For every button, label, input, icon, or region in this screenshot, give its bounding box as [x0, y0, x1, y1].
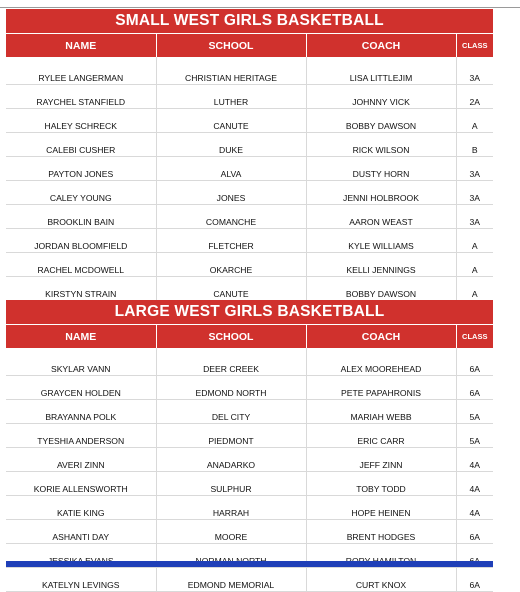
- cell-name: BRAYANNA POLK: [6, 400, 156, 424]
- cell-school: EDMOND MEMORIAL: [156, 568, 306, 592]
- table-row: [6, 181, 493, 205]
- header-coach: COACH: [306, 34, 456, 57]
- cell-name: KIRSTYN STRAIN: [6, 277, 156, 301]
- cell-class: 3A: [456, 57, 493, 85]
- cell-school: DEER CREEK: [156, 348, 306, 376]
- header-name: NAME: [6, 325, 156, 348]
- large-west-table: [6, 325, 493, 592]
- cell-class: 4A: [456, 472, 493, 496]
- header-name: NAME: [6, 34, 156, 57]
- large-header-row: [6, 325, 493, 348]
- cell-school: CANUTE: [156, 277, 306, 301]
- cell-school: CANUTE: [156, 109, 306, 133]
- cell-class: A: [456, 229, 493, 253]
- cell-coach: PETE PAPAHRONIS: [306, 376, 456, 400]
- cell-school: ANADARKO: [156, 448, 306, 472]
- cell-coach: DUSTY HORN: [306, 157, 456, 181]
- cell-school: JONES: [156, 181, 306, 205]
- cell-name: PAYTON JONES: [6, 157, 156, 181]
- cell-class: 5A: [456, 400, 493, 424]
- cell-class: 3A: [456, 157, 493, 181]
- small-west-title: SMALL WEST GIRLS BASKETBALL: [6, 9, 493, 34]
- large-west-title: LARGE WEST GIRLS BASKETBALL: [6, 300, 493, 325]
- table-row: [6, 57, 493, 85]
- cell-coach: LISA LITTLEJIM: [306, 57, 456, 85]
- cell-class: A: [471, 289, 478, 299]
- cell-coach: BOBBY DAWSON: [306, 277, 456, 301]
- cell-class: B: [456, 133, 493, 157]
- table-row: [6, 400, 493, 424]
- cell-school: LUTHER: [156, 85, 306, 109]
- cell-coach: ALEX MOOREHEAD: [306, 348, 456, 376]
- cell-class: 6A: [456, 568, 493, 592]
- roster-sheet: [6, 9, 493, 592]
- small-header-row: [6, 34, 493, 57]
- header-school: SCHOOL: [156, 325, 306, 348]
- cell-class: 6A: [456, 348, 493, 376]
- table-row: [6, 205, 493, 229]
- table-row: [6, 109, 493, 133]
- table-row: [6, 424, 493, 448]
- cell-class: 6A: [456, 376, 493, 400]
- cell-name: TYESHIA ANDERSON: [6, 424, 156, 448]
- table-row: [6, 496, 493, 520]
- small-west-table: [6, 34, 493, 300]
- header-coach: COACH: [306, 325, 456, 348]
- cell-school: MOORE: [156, 520, 306, 544]
- table-row: [6, 85, 493, 109]
- bottom-color-bar: [6, 561, 493, 567]
- cell-coach: ERIC CARR: [306, 424, 456, 448]
- table-row: [6, 376, 493, 400]
- cell-school: CHRISTIAN HERITAGE: [156, 57, 306, 85]
- cell-coach: TOBY TODD: [306, 472, 456, 496]
- cell-school: OKARCHE: [156, 253, 306, 277]
- table-row: [6, 472, 493, 496]
- cell-coach: JOHNNY VICK: [306, 85, 456, 109]
- small-west-rows: [6, 57, 493, 300]
- cell-coach: AARON WEAST: [306, 205, 456, 229]
- table-row: [6, 229, 493, 253]
- cell-name: SKYLAR VANN: [6, 348, 156, 376]
- cell-name: AVERI ZINN: [6, 448, 156, 472]
- cell-class: 6A: [456, 520, 493, 544]
- cell-class: A: [456, 253, 493, 277]
- cell-school: SULPHUR: [156, 472, 306, 496]
- cell-coach: JENNI HOLBROOK: [306, 181, 456, 205]
- cell-name: HALEY SCHRECK: [6, 109, 156, 133]
- table-row: [6, 568, 493, 592]
- cell-name: RAYCHEL STANFIELD: [6, 85, 156, 109]
- cell-coach: RICK WILSON: [306, 133, 456, 157]
- header-class: CLASS: [456, 34, 493, 57]
- cell-school: PIEDMONT: [156, 424, 306, 448]
- cell-school: COMANCHE: [156, 205, 306, 229]
- table-row: [6, 157, 493, 181]
- cell-school: FLETCHER: [156, 229, 306, 253]
- cell-school: DUKE: [156, 133, 306, 157]
- cell-coach: BRENT HODGES: [306, 520, 456, 544]
- cell-class: 3A: [456, 205, 493, 229]
- cell-name: RYLEE LANGERMAN: [6, 57, 156, 85]
- table-row: [6, 133, 493, 157]
- cell-name: CALEY YOUNG: [6, 181, 156, 205]
- table-row: [6, 277, 493, 301]
- cell-name: ASHANTI DAY: [6, 520, 156, 544]
- cell-name: GRAYCEN HOLDEN: [6, 376, 156, 400]
- cell-coach: KYLE WILLIAMS: [306, 229, 456, 253]
- table-row: [6, 448, 493, 472]
- header-class: CLASS: [456, 325, 493, 348]
- cell-class: A: [456, 109, 493, 133]
- cell-name: JORDAN BLOOMFIELD: [6, 229, 156, 253]
- cell-name: BROOKLIN BAIN: [6, 205, 156, 229]
- table-row: [6, 348, 493, 376]
- cell-name: CALEBI CUSHER: [6, 133, 156, 157]
- cell-name: KORIE ALLENSWORTH: [6, 472, 156, 496]
- cell-school: HARRAH: [156, 496, 306, 520]
- cell-coach: CURT KNOX: [306, 568, 456, 592]
- cell-coach: MARIAH WEBB: [306, 400, 456, 424]
- cell-coach: BOBBY DAWSON: [306, 109, 456, 133]
- table-row: [6, 253, 493, 277]
- cell-school: DEL CITY: [156, 400, 306, 424]
- cell-class: 4A: [456, 496, 493, 520]
- cell-name: KATELYN LEVINGS: [6, 568, 156, 592]
- table-row: [6, 520, 493, 544]
- cell-coach: KELLI JENNINGS: [306, 253, 456, 277]
- cell-class: 2A: [456, 85, 493, 109]
- large-west-rows: [6, 348, 493, 592]
- cell-name: RACHEL MCDOWELL: [6, 253, 156, 277]
- top-divider: [0, 0, 520, 8]
- cell-school: EDMOND NORTH: [156, 376, 306, 400]
- cell-name: KATIE KING: [6, 496, 156, 520]
- cell-class: 5A: [456, 424, 493, 448]
- cell-coach: HOPE HEINEN: [306, 496, 456, 520]
- cell-school: ALVA: [156, 157, 306, 181]
- cell-class: 4A: [456, 448, 493, 472]
- header-school: SCHOOL: [156, 34, 306, 57]
- cell-class: 3A: [456, 181, 493, 205]
- cell-coach: JEFF ZINN: [306, 448, 456, 472]
